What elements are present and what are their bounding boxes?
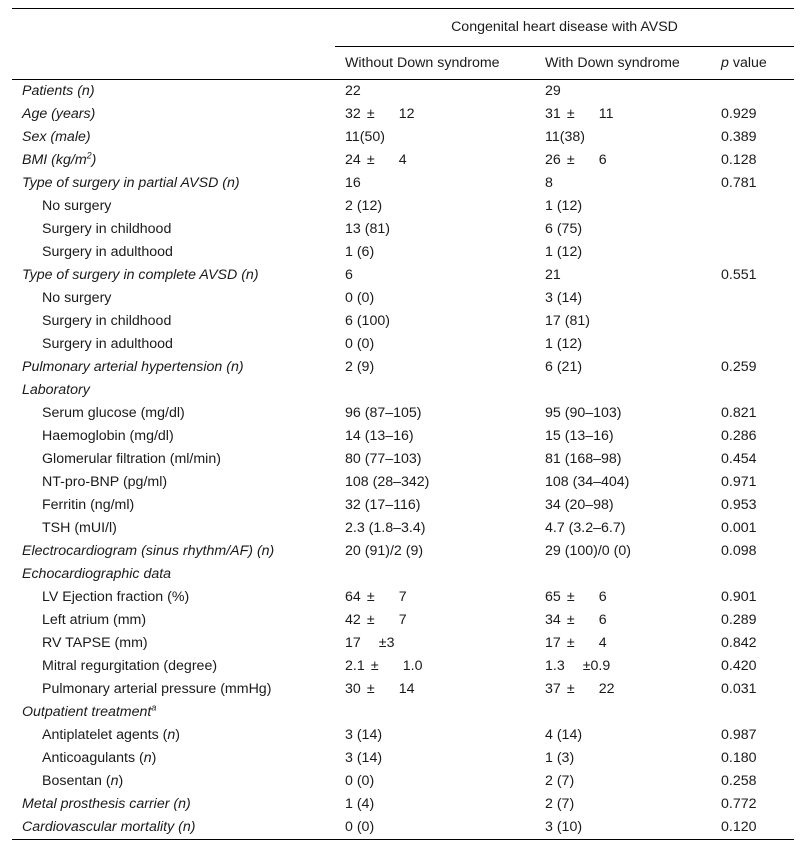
cell-p-value: 0.180 bbox=[721, 750, 757, 766]
cell-without-down: 13 (81) bbox=[345, 221, 390, 237]
row-label: Pulmonary arterial hypertension (n) bbox=[22, 359, 244, 375]
sd-value: 12 bbox=[398, 106, 415, 122]
row-label: Surgery in childhood bbox=[42, 221, 172, 237]
row-label bbox=[12, 701, 335, 724]
cell-p-value: 0.901 bbox=[721, 589, 757, 605]
row-label: Surgery in childhood bbox=[42, 313, 172, 329]
label-end: ) bbox=[151, 750, 157, 766]
row-label: Surgery in adulthood bbox=[42, 336, 173, 352]
cell-without-down: 16 bbox=[345, 175, 361, 191]
cell-with-down: 108 (34–404) bbox=[545, 474, 630, 490]
cell-with-down: 3 (10) bbox=[535, 816, 711, 840]
table-row bbox=[12, 471, 794, 494]
cell-without-down: 0 (0) bbox=[345, 290, 375, 306]
cell-p-value: 0.551 bbox=[721, 267, 757, 283]
cell-p-value: 0.821 bbox=[721, 405, 757, 421]
mean-value: 24 bbox=[345, 152, 361, 168]
table-row bbox=[12, 287, 794, 310]
table-row bbox=[12, 333, 794, 356]
header-row-group bbox=[12, 9, 794, 47]
cell-p-value bbox=[711, 241, 794, 264]
plus-minus: ± bbox=[566, 152, 575, 168]
cell-with-down: 29 (100)/0 (0) bbox=[545, 543, 631, 559]
cell-without-down bbox=[335, 609, 535, 632]
row-label: Surgery in adulthood bbox=[42, 244, 173, 260]
cell-without-down: 0 (0) bbox=[345, 773, 375, 789]
label-text: Antiplatelet agents ( bbox=[42, 727, 168, 743]
cell-p-value bbox=[711, 218, 794, 241]
mean-value: 31 bbox=[545, 106, 561, 122]
table-row bbox=[12, 747, 794, 770]
plus-minus: ± bbox=[366, 589, 375, 605]
cell-without-down: 6 bbox=[345, 267, 353, 283]
sd-value: 6 bbox=[598, 589, 607, 605]
cell-with-down: 2 (7) bbox=[545, 773, 575, 789]
label-italic: n bbox=[143, 750, 152, 766]
cell-without-down: 22 bbox=[345, 83, 361, 99]
row-label bbox=[12, 724, 335, 747]
row-label: Sex (male) bbox=[22, 129, 91, 145]
row-label: Glomerular filtration (ml/min) bbox=[42, 451, 221, 467]
plus-minus: ± bbox=[566, 612, 575, 628]
cell-with-down: 4 (14) bbox=[545, 727, 583, 743]
header-empty-cell bbox=[12, 9, 335, 47]
sd-value: 4 bbox=[598, 635, 607, 651]
cell-p-value bbox=[711, 379, 794, 402]
cell-with-down bbox=[535, 149, 711, 172]
cell-without-down bbox=[335, 379, 535, 402]
cell-without-down bbox=[335, 563, 535, 586]
plus-minus: ± bbox=[370, 658, 379, 674]
row-label: RV TAPSE (mm) bbox=[42, 635, 148, 651]
row-label: Serum glucose (mg/dl) bbox=[42, 405, 185, 421]
cell-without-down: 2 (9) bbox=[345, 359, 375, 375]
table-row bbox=[12, 724, 794, 747]
table-row bbox=[12, 494, 794, 517]
cell-with-down bbox=[535, 103, 711, 126]
plus-minus: ± bbox=[366, 152, 375, 168]
sd-value: 4 bbox=[398, 152, 407, 168]
label-italic: n bbox=[110, 773, 119, 789]
cell-p-value: 0.128 bbox=[721, 152, 757, 168]
cell-without-down bbox=[335, 655, 535, 678]
mean-value: 30 bbox=[345, 681, 361, 697]
row-label: Left atrium (mm) bbox=[42, 612, 147, 628]
mean-value: 17 bbox=[345, 635, 361, 651]
cell-with-down: 15 (13–16) bbox=[545, 428, 614, 444]
cell-without-down bbox=[335, 632, 535, 655]
row-label: No surgery bbox=[42, 290, 112, 306]
table-row bbox=[12, 609, 794, 632]
cell-without-down: 96 (87–105) bbox=[345, 405, 422, 421]
cell-with-down bbox=[535, 655, 711, 678]
cell-p-value bbox=[711, 310, 794, 333]
table-row bbox=[12, 126, 794, 149]
cell-p-value: 0.953 bbox=[721, 497, 757, 513]
row-label: Age (years) bbox=[22, 106, 96, 122]
label-text: Outpatient treatment bbox=[22, 704, 152, 720]
cell-without-down: 2.3 (1.8–3.4) bbox=[345, 520, 426, 536]
mean-value: 37 bbox=[545, 681, 561, 697]
mean-value: 64 bbox=[345, 589, 361, 605]
cell-with-down: 95 (90–103) bbox=[545, 405, 622, 421]
table-row bbox=[12, 310, 794, 333]
cell-without-down: 14 (13–16) bbox=[345, 428, 414, 444]
cell-with-down: 1 (12) bbox=[545, 198, 583, 214]
mean-value: 17 bbox=[545, 635, 561, 651]
sd-value: 7 bbox=[398, 589, 407, 605]
label-end: ) bbox=[118, 773, 124, 789]
cell-p-value bbox=[711, 80, 794, 104]
cell-p-value: 0.258 bbox=[721, 773, 757, 789]
table-row bbox=[12, 103, 794, 126]
row-label: Echocardiographic data bbox=[22, 566, 172, 582]
row-label: Mitral regurgitation (degree) bbox=[42, 658, 218, 674]
table-row bbox=[12, 172, 794, 195]
table-row bbox=[12, 540, 794, 563]
row-label: Type of surgery in complete AVSD (n) bbox=[22, 267, 259, 283]
cell-with-down: 1 (3) bbox=[545, 750, 575, 766]
row-label bbox=[12, 747, 335, 770]
table-row bbox=[12, 655, 794, 678]
cell-with-down: 6 (21) bbox=[545, 359, 583, 375]
mean-value: 1.3 bbox=[545, 658, 565, 674]
table-row bbox=[12, 425, 794, 448]
cell-with-down: 6 (75) bbox=[545, 221, 583, 237]
row-label: Laboratory bbox=[22, 382, 90, 398]
cell-p-value: 0.772 bbox=[721, 796, 757, 812]
cell-p-value: 0.286 bbox=[721, 428, 757, 444]
cell-p-value: 0.842 bbox=[721, 635, 757, 651]
table-row bbox=[12, 264, 794, 287]
table-row bbox=[12, 586, 794, 609]
row-label: Pulmonary arterial pressure (mmHg) bbox=[42, 681, 272, 697]
cell-without-down bbox=[335, 678, 535, 701]
plus-minus: ± bbox=[566, 635, 575, 651]
cell-with-down: 8 bbox=[545, 175, 553, 191]
cell-p-value bbox=[711, 563, 794, 586]
plus-minus: ± bbox=[566, 589, 575, 605]
mean-value: 42 bbox=[345, 612, 361, 628]
sd-value: 1.0 bbox=[402, 658, 423, 674]
plus-minus: ± bbox=[366, 681, 375, 697]
cell-without-down: 32 (17–116) bbox=[345, 497, 421, 513]
label-end: ) bbox=[175, 727, 181, 743]
cell-with-down bbox=[535, 678, 711, 701]
cell-without-down: 11(50) bbox=[345, 129, 385, 145]
column-header-without-down: Without Down syndrome bbox=[335, 47, 535, 80]
cell-p-value: 0.420 bbox=[721, 658, 757, 674]
cell-with-down bbox=[535, 632, 711, 655]
cell-p-value: 0.454 bbox=[721, 451, 757, 467]
mean-value: 2.1 bbox=[345, 658, 365, 674]
cell-p-value: 0.098 bbox=[721, 543, 757, 559]
table-row bbox=[12, 379, 794, 402]
cell-p-value: 0.259 bbox=[721, 359, 757, 375]
cell-with-down bbox=[535, 609, 711, 632]
cell-with-down: 4.7 (3.2–6.7) bbox=[545, 520, 626, 536]
cell-p-value: 0.987 bbox=[721, 727, 757, 743]
table-row bbox=[12, 218, 794, 241]
column-header-p-value bbox=[711, 47, 794, 80]
cell-p-value: 0.781 bbox=[721, 175, 757, 191]
cell-with-down bbox=[535, 586, 711, 609]
row-label: Type of surgery in partial AVSD (n) bbox=[22, 175, 240, 191]
cell-without-down: 1 (4) bbox=[345, 796, 375, 812]
mean-value: 34 bbox=[545, 612, 561, 628]
sd-value: 11 bbox=[598, 106, 614, 122]
table-row bbox=[12, 816, 794, 840]
row-label: LV Ejection fraction (%) bbox=[42, 589, 190, 605]
cell-without-down: 6 (100) bbox=[345, 313, 390, 329]
plus-minus: ± bbox=[566, 106, 575, 122]
table-row bbox=[12, 701, 794, 724]
cell-with-down: 34 (20–98) bbox=[545, 497, 614, 513]
sd-value: 7 bbox=[398, 612, 407, 628]
cell-with-down: 29 bbox=[545, 83, 561, 99]
row-label: Haemoglobin (mg/dl) bbox=[42, 428, 174, 444]
plus-minus: ± bbox=[566, 681, 575, 697]
cell-with-down: 17 (81) bbox=[545, 313, 590, 329]
cell-without-down bbox=[335, 103, 535, 126]
cell-with-down: 2 (7) bbox=[545, 796, 575, 812]
group-header: Congenital heart disease with AVSD bbox=[335, 9, 794, 47]
cell-p-value: 0.120 bbox=[711, 816, 794, 840]
table-row bbox=[12, 793, 794, 816]
cell-without-down: 3 (14) bbox=[345, 727, 383, 743]
label-text: Anticoagulants ( bbox=[42, 750, 144, 766]
sd-value: 14 bbox=[398, 681, 415, 697]
cell-with-down: 81 (168–98) bbox=[545, 451, 622, 467]
mean-value: 32 bbox=[345, 106, 361, 122]
cell-without-down bbox=[335, 586, 535, 609]
cell-p-value bbox=[711, 333, 794, 356]
table-row bbox=[12, 517, 794, 540]
column-header-with-down: With Down syndrome bbox=[535, 47, 711, 80]
table-row bbox=[12, 80, 794, 104]
row-label bbox=[12, 149, 335, 172]
cell-with-down bbox=[535, 563, 711, 586]
cell-with-down: 21 bbox=[545, 267, 561, 283]
results-table bbox=[12, 8, 794, 840]
label-superscript: 2 bbox=[86, 150, 92, 161]
label-italic: n bbox=[167, 727, 176, 743]
row-label: Ferritin (ng/ml) bbox=[42, 497, 135, 513]
table-row bbox=[12, 241, 794, 264]
value-word: value bbox=[732, 55, 767, 71]
mean-value: 26 bbox=[545, 152, 561, 168]
cell-with-down: 1 (12) bbox=[545, 336, 583, 352]
cell-p-value: 0.971 bbox=[721, 474, 757, 490]
plus-minus: ± bbox=[366, 612, 375, 628]
cell-p-value: 0.001 bbox=[721, 520, 757, 536]
row-label: NT-pro-BNP (pg/ml) bbox=[42, 474, 168, 490]
plus-minus: ± bbox=[366, 106, 375, 122]
table-row bbox=[12, 356, 794, 379]
table-row bbox=[12, 149, 794, 172]
cell-p-value: 0.389 bbox=[721, 129, 757, 145]
footnote-marker: a bbox=[151, 702, 157, 713]
table-row bbox=[12, 195, 794, 218]
row-label: Cardiovascular mortality (n) bbox=[12, 816, 335, 840]
table-row bbox=[12, 632, 794, 655]
header-label-cell bbox=[12, 47, 335, 80]
cell-without-down: 20 (91)/2 (9) bbox=[345, 543, 424, 559]
cell-without-down bbox=[335, 149, 535, 172]
cell-without-down: 0 (0) bbox=[345, 336, 375, 352]
cell-with-down bbox=[535, 379, 711, 402]
cell-without-down: 0 (0) bbox=[335, 816, 535, 840]
label-text: Bosentan ( bbox=[42, 773, 111, 789]
table-row bbox=[12, 678, 794, 701]
row-label: Metal prosthesis carrier (n) bbox=[22, 796, 191, 812]
cell-without-down: 80 (77–103) bbox=[345, 451, 422, 467]
results-table-container bbox=[12, 8, 794, 840]
row-label bbox=[12, 770, 335, 793]
cell-p-value: 0.031 bbox=[721, 681, 757, 697]
table-row bbox=[12, 563, 794, 586]
row-label: Patients (n) bbox=[22, 83, 95, 99]
cell-p-value: 0.929 bbox=[721, 106, 757, 122]
row-label: Electrocardiogram (sinus rhythm/AF) (n) bbox=[22, 543, 275, 559]
table-row bbox=[12, 402, 794, 425]
label-text: BMI (kg/m bbox=[22, 152, 87, 168]
header-row-columns bbox=[12, 47, 794, 80]
cell-p-value bbox=[711, 701, 794, 724]
plus-minus-sd: ±3 bbox=[378, 635, 395, 651]
cell-without-down: 1 (6) bbox=[345, 244, 375, 260]
cell-p-value: 0.289 bbox=[721, 612, 757, 628]
cell-with-down: 3 (14) bbox=[545, 290, 583, 306]
cell-without-down bbox=[335, 701, 535, 724]
row-label: TSH (mUI/l) bbox=[42, 520, 117, 536]
row-label: No surgery bbox=[42, 198, 112, 214]
sd-value: 6 bbox=[598, 152, 607, 168]
cell-with-down bbox=[535, 701, 711, 724]
label-end: ) bbox=[91, 152, 97, 168]
p-symbol: p bbox=[721, 55, 729, 71]
sd-value: 6 bbox=[598, 612, 607, 628]
table-row bbox=[12, 448, 794, 471]
mean-value: 65 bbox=[545, 589, 561, 605]
cell-with-down: 11(38) bbox=[545, 129, 585, 145]
cell-with-down: 1 (12) bbox=[545, 244, 583, 260]
table-row bbox=[12, 770, 794, 793]
sd-value: 22 bbox=[598, 681, 615, 697]
cell-p-value bbox=[711, 287, 794, 310]
cell-without-down: 108 (28–342) bbox=[345, 474, 430, 490]
cell-without-down: 3 (14) bbox=[345, 750, 383, 766]
cell-without-down: 2 (12) bbox=[345, 198, 383, 214]
plus-minus-sd: ±0.9 bbox=[582, 658, 611, 674]
cell-p-value bbox=[711, 195, 794, 218]
